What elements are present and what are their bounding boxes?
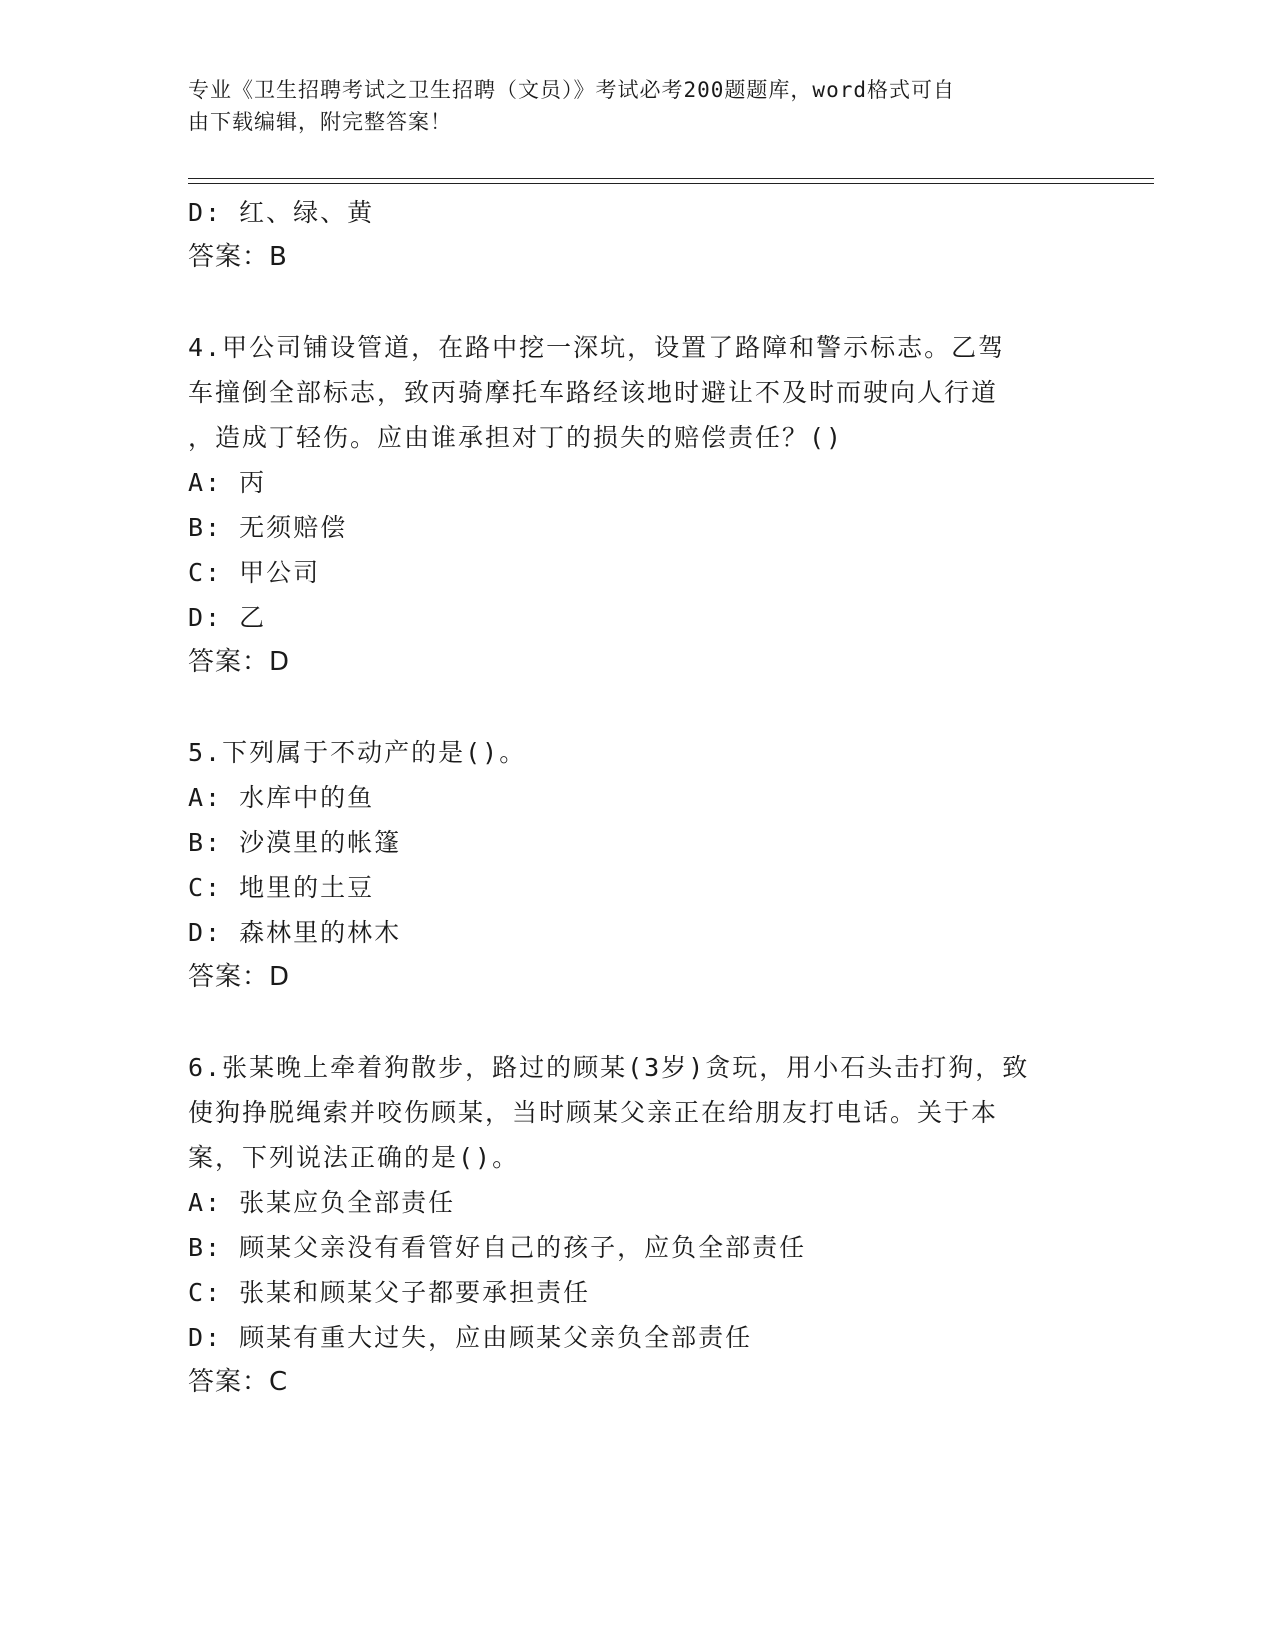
question-list [188,190,1088,1405]
question-text-line: 使狗挣脱绳索并咬伤顾某，当时顾某父亲正在给朋友打电话。关于本 [188,1098,999,1127]
option-a: A: 张某应负全部责任 [188,1188,456,1217]
option-a: A: 丙 [188,468,267,497]
spacer [188,280,1088,325]
spacer [188,685,1088,730]
option-c: C: 甲公司 [188,558,321,587]
header-line-2: 由下载编辑，附完整答案！ [188,110,452,134]
question-text-line: 车撞倒全部标志，致丙骑摩托车路经该地时避让不及时而驶向人行道 [188,378,999,407]
header-divider-top [188,178,1154,179]
answer-label: 答案：D [188,962,291,992]
option-a: A: 水库中的鱼 [188,783,375,812]
option-d: D: 乙 [188,603,267,632]
option-d: D: 森林里的林木 [188,918,402,947]
question-5 [188,730,1088,1000]
question-text-line: 5.下列属于不动产的是()。 [188,738,527,767]
question-6 [188,1045,1088,1405]
spacer [188,1000,1088,1045]
option-b: B: 顾某父亲没有看管好自己的孩子，应负全部责任 [188,1233,807,1262]
question-text-line: 4.甲公司铺设管道，在路中挖一深坑，设置了路障和警示标志。乙驾 [188,333,1006,362]
option-d: D: 红、绿、黄 [188,198,375,227]
header-divider-bottom [188,183,1154,184]
option-d: D: 顾某有重大过失，应由顾某父亲负全部责任 [188,1323,753,1352]
answer-label: 答案：D [188,647,291,677]
question-text-line: 案，下列说法正确的是()。 [188,1143,520,1172]
option-b: B: 无须赔偿 [188,513,348,542]
option-c: C: 张某和顾某父子都要承担责任 [188,1278,591,1307]
question-text-line: 6.张某晚上牵着狗散步，路过的顾某(3岁)贪玩，用小石头击打狗，致 [188,1053,1030,1082]
question-4 [188,325,1088,685]
answer-label: 答案：B [188,242,288,272]
question-text-line: ，造成丁轻伤。应由谁承担对丁的损失的赔偿责任？() [188,423,844,452]
option-c: C: 地里的土豆 [188,873,375,902]
question-3-tail [188,190,1088,280]
option-b: B: 沙漠里的帐篷 [188,828,402,857]
header-line-1: 专业《卫生招聘考试之卫生招聘（文员）》考试必考200题题库，word格式可自 [188,78,955,102]
answer-label: 答案：C [188,1367,289,1397]
document-header [188,74,1068,138]
